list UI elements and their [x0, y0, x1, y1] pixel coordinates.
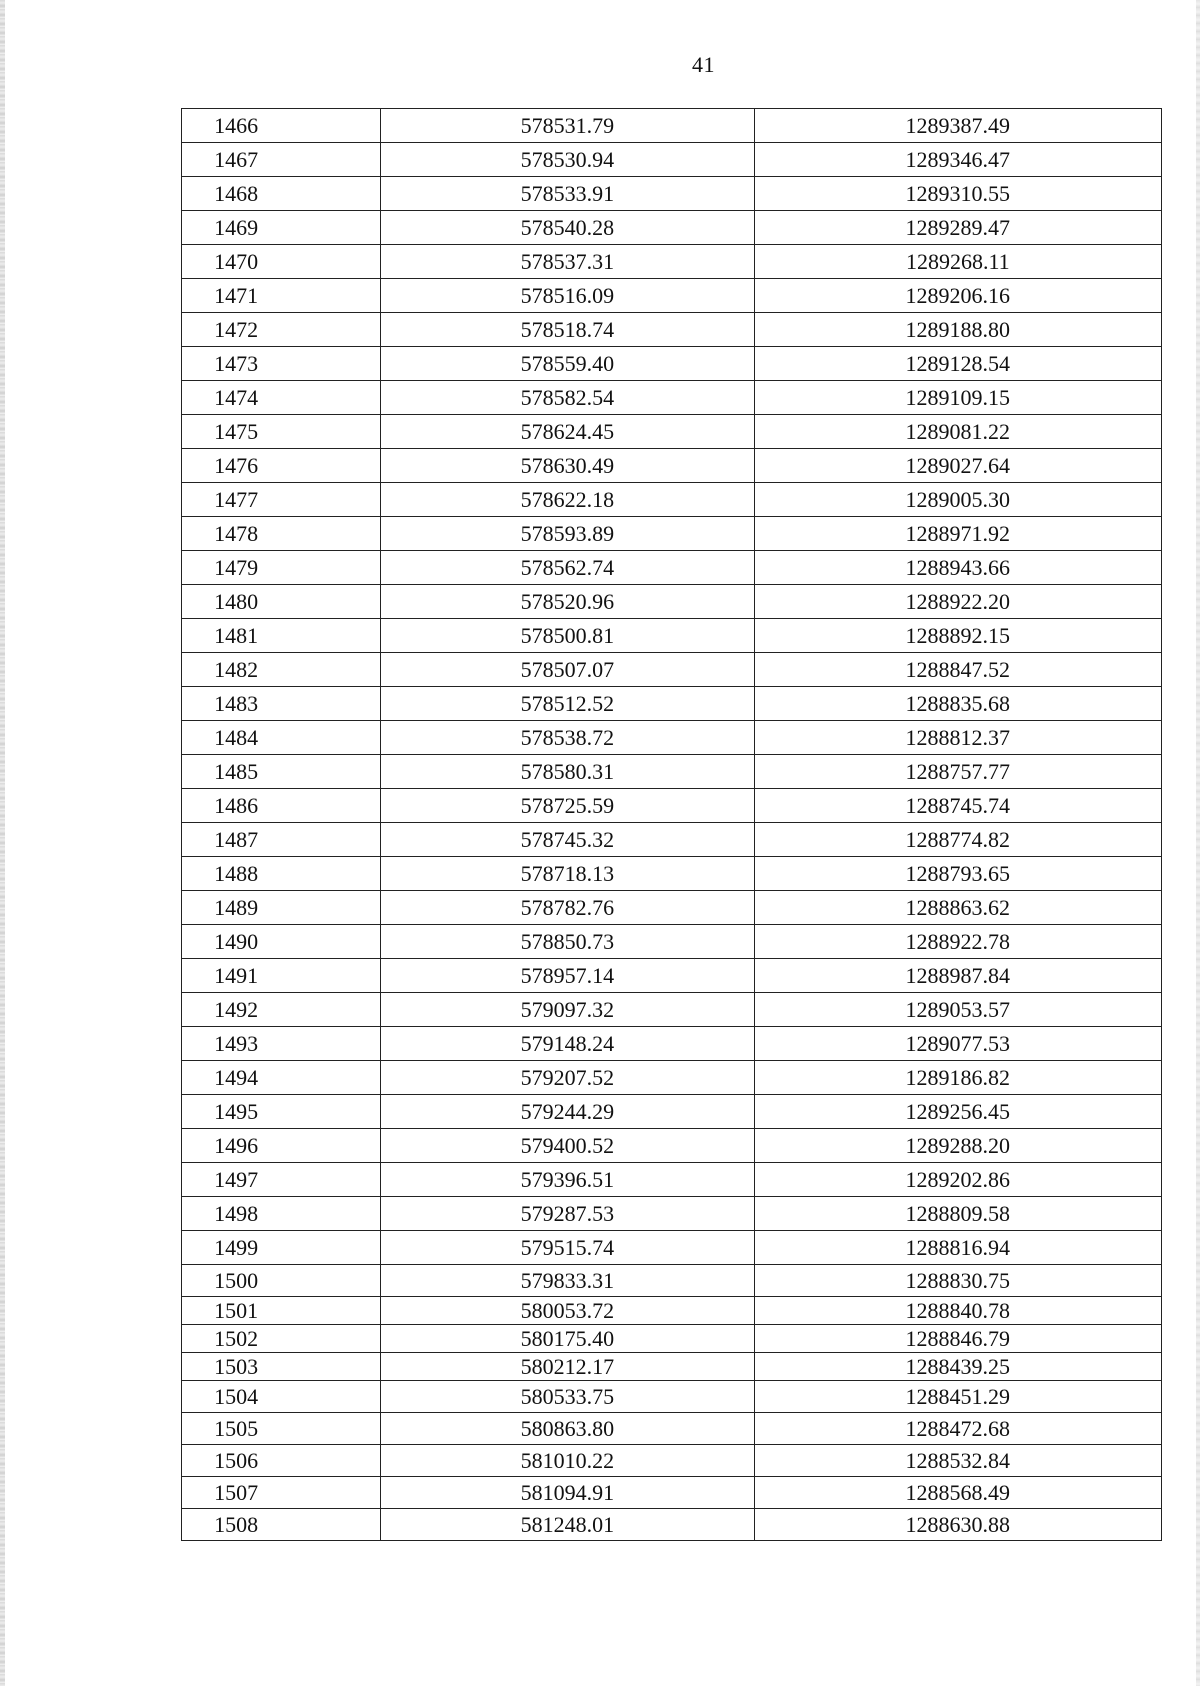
- y-coordinate-cell: 1288451.29: [754, 1381, 1161, 1413]
- table-row: [182, 381, 1162, 415]
- x-coordinate-cell: 579400.52: [381, 1129, 754, 1163]
- x-coordinate-cell: 578580.31: [381, 755, 754, 789]
- page-number: 41: [692, 52, 715, 77]
- point-id-cell: 1470: [182, 245, 381, 279]
- table-row: [182, 1477, 1162, 1509]
- x-coordinate-cell: 580533.75: [381, 1381, 754, 1413]
- y-coordinate-cell: 1289005.30: [754, 483, 1161, 517]
- y-coordinate-cell: 1288816.94: [754, 1231, 1161, 1265]
- point-id-cell: 1486: [182, 789, 381, 823]
- y-coordinate-cell: 1289202.86: [754, 1163, 1161, 1197]
- x-coordinate-cell: 578520.96: [381, 585, 754, 619]
- x-coordinate-cell: 579396.51: [381, 1163, 754, 1197]
- table-row: [182, 721, 1162, 755]
- y-coordinate-cell: 1289256.45: [754, 1095, 1161, 1129]
- point-id-cell: 1502: [182, 1325, 381, 1353]
- x-coordinate-cell: 578630.49: [381, 449, 754, 483]
- point-id-cell: 1507: [182, 1477, 381, 1509]
- x-coordinate-cell: 578562.74: [381, 551, 754, 585]
- x-coordinate-cell: 578507.07: [381, 653, 754, 687]
- scan-edge-right: [1196, 0, 1200, 1686]
- x-coordinate-cell: 578533.91: [381, 177, 754, 211]
- point-id-cell: 1476: [182, 449, 381, 483]
- table-row: [182, 551, 1162, 585]
- x-coordinate-cell: 580175.40: [381, 1325, 754, 1353]
- table-row: [182, 415, 1162, 449]
- point-id-cell: 1483: [182, 687, 381, 721]
- table-row: [182, 211, 1162, 245]
- point-id-cell: 1469: [182, 211, 381, 245]
- point-id-cell: 1503: [182, 1353, 381, 1381]
- y-coordinate-cell: 1289346.47: [754, 143, 1161, 177]
- y-coordinate-cell: 1288809.58: [754, 1197, 1161, 1231]
- table-row: [182, 1353, 1162, 1381]
- x-coordinate-cell: 578782.76: [381, 891, 754, 925]
- point-id-cell: 1466: [182, 109, 381, 143]
- x-coordinate-cell: 579097.32: [381, 993, 754, 1027]
- table-row: [182, 109, 1162, 143]
- y-coordinate-cell: 1289053.57: [754, 993, 1161, 1027]
- x-coordinate-cell: 580863.80: [381, 1413, 754, 1445]
- x-coordinate-cell: 581094.91: [381, 1477, 754, 1509]
- x-coordinate-cell: 578718.13: [381, 857, 754, 891]
- table-row: [182, 1163, 1162, 1197]
- point-id-cell: 1489: [182, 891, 381, 925]
- point-id-cell: 1487: [182, 823, 381, 857]
- y-coordinate-cell: 1288757.77: [754, 755, 1161, 789]
- point-id-cell: 1482: [182, 653, 381, 687]
- y-coordinate-cell: 1288793.65: [754, 857, 1161, 891]
- y-coordinate-cell: 1289027.64: [754, 449, 1161, 483]
- table-row: [182, 245, 1162, 279]
- table-row: [182, 1381, 1162, 1413]
- table-row: [182, 1509, 1162, 1541]
- y-coordinate-cell: 1288532.84: [754, 1445, 1161, 1477]
- point-id-cell: 1499: [182, 1231, 381, 1265]
- y-coordinate-cell: 1289186.82: [754, 1061, 1161, 1095]
- point-id-cell: 1495: [182, 1095, 381, 1129]
- x-coordinate-cell: 578540.28: [381, 211, 754, 245]
- table-row: [182, 1095, 1162, 1129]
- table-row: [182, 143, 1162, 177]
- y-coordinate-cell: 1288830.75: [754, 1265, 1161, 1297]
- y-coordinate-cell: 1288840.78: [754, 1297, 1161, 1325]
- point-id-cell: 1468: [182, 177, 381, 211]
- point-id-cell: 1498: [182, 1197, 381, 1231]
- point-id-cell: 1505: [182, 1413, 381, 1445]
- point-id-cell: 1478: [182, 517, 381, 551]
- x-coordinate-cell: 578516.09: [381, 279, 754, 313]
- y-coordinate-cell: 1288774.82: [754, 823, 1161, 857]
- y-coordinate-cell: 1288971.92: [754, 517, 1161, 551]
- table-row: [182, 925, 1162, 959]
- point-id-cell: 1490: [182, 925, 381, 959]
- point-id-cell: 1488: [182, 857, 381, 891]
- x-coordinate-cell: 578850.73: [381, 925, 754, 959]
- point-id-cell: 1472: [182, 313, 381, 347]
- point-id-cell: 1481: [182, 619, 381, 653]
- table-row: [182, 755, 1162, 789]
- y-coordinate-cell: 1288943.66: [754, 551, 1161, 585]
- y-coordinate-cell: 1288472.68: [754, 1413, 1161, 1445]
- table-row: [182, 1231, 1162, 1265]
- point-id-cell: 1485: [182, 755, 381, 789]
- x-coordinate-cell: 578957.14: [381, 959, 754, 993]
- point-id-cell: 1474: [182, 381, 381, 415]
- x-coordinate-cell: 578512.52: [381, 687, 754, 721]
- x-coordinate-cell: 578745.32: [381, 823, 754, 857]
- point-id-cell: 1484: [182, 721, 381, 755]
- y-coordinate-cell: 1288812.37: [754, 721, 1161, 755]
- point-id-cell: 1492: [182, 993, 381, 1027]
- y-coordinate-cell: 1288847.52: [754, 653, 1161, 687]
- x-coordinate-cell: 578559.40: [381, 347, 754, 381]
- point-id-cell: 1475: [182, 415, 381, 449]
- point-id-cell: 1500: [182, 1265, 381, 1297]
- point-id-cell: 1473: [182, 347, 381, 381]
- x-coordinate-cell: 579207.52: [381, 1061, 754, 1095]
- y-coordinate-cell: 1289128.54: [754, 347, 1161, 381]
- table-row: [182, 449, 1162, 483]
- point-id-cell: 1508: [182, 1509, 381, 1541]
- y-coordinate-cell: 1288922.78: [754, 925, 1161, 959]
- table-row: [182, 517, 1162, 551]
- table-row: [182, 1413, 1162, 1445]
- point-id-cell: 1506: [182, 1445, 381, 1477]
- x-coordinate-cell: 581010.22: [381, 1445, 754, 1477]
- y-coordinate-cell: 1289109.15: [754, 381, 1161, 415]
- table-row: [182, 993, 1162, 1027]
- y-coordinate-cell: 1289268.11: [754, 245, 1161, 279]
- x-coordinate-cell: 580212.17: [381, 1353, 754, 1381]
- x-coordinate-cell: 578518.74: [381, 313, 754, 347]
- y-coordinate-cell: 1288863.62: [754, 891, 1161, 925]
- point-id-cell: 1497: [182, 1163, 381, 1197]
- table-row: [182, 313, 1162, 347]
- x-coordinate-cell: 578593.89: [381, 517, 754, 551]
- table-row: [182, 891, 1162, 925]
- point-id-cell: 1477: [182, 483, 381, 517]
- y-coordinate-cell: 1288745.74: [754, 789, 1161, 823]
- point-id-cell: 1491: [182, 959, 381, 993]
- table-row: [182, 347, 1162, 381]
- table-row: [182, 1297, 1162, 1325]
- table-row: [182, 619, 1162, 653]
- table-row: [182, 1197, 1162, 1231]
- point-id-cell: 1493: [182, 1027, 381, 1061]
- point-id-cell: 1504: [182, 1381, 381, 1413]
- table-row: [182, 585, 1162, 619]
- x-coordinate-cell: 579515.74: [381, 1231, 754, 1265]
- table-row: [182, 279, 1162, 313]
- point-id-cell: 1496: [182, 1129, 381, 1163]
- point-id-cell: 1467: [182, 143, 381, 177]
- y-coordinate-cell: 1288630.88: [754, 1509, 1161, 1541]
- y-coordinate-cell: 1289206.16: [754, 279, 1161, 313]
- point-id-cell: 1480: [182, 585, 381, 619]
- y-coordinate-cell: 1288922.20: [754, 585, 1161, 619]
- table-row: [182, 653, 1162, 687]
- y-coordinate-cell: 1288835.68: [754, 687, 1161, 721]
- table-row: [182, 1027, 1162, 1061]
- table-row: [182, 1445, 1162, 1477]
- coordinate-table: [181, 108, 1162, 1541]
- table-row: [182, 1265, 1162, 1297]
- table-row: [182, 959, 1162, 993]
- y-coordinate-cell: 1288846.79: [754, 1325, 1161, 1353]
- y-coordinate-cell: 1289288.20: [754, 1129, 1161, 1163]
- point-id-cell: 1479: [182, 551, 381, 585]
- table-row: [182, 1061, 1162, 1095]
- y-coordinate-cell: 1289310.55: [754, 177, 1161, 211]
- table-row: [182, 1325, 1162, 1353]
- table-row: [182, 687, 1162, 721]
- y-coordinate-cell: 1288439.25: [754, 1353, 1161, 1381]
- y-coordinate-cell: 1288892.15: [754, 619, 1161, 653]
- table-row: [182, 483, 1162, 517]
- table-row: [182, 789, 1162, 823]
- x-coordinate-cell: 579287.53: [381, 1197, 754, 1231]
- table-row: [182, 177, 1162, 211]
- table-row: [182, 823, 1162, 857]
- y-coordinate-cell: 1288987.84: [754, 959, 1161, 993]
- x-coordinate-cell: 578725.59: [381, 789, 754, 823]
- y-coordinate-cell: 1288568.49: [754, 1477, 1161, 1509]
- point-id-cell: 1471: [182, 279, 381, 313]
- x-coordinate-cell: 578538.72: [381, 721, 754, 755]
- x-coordinate-cell: 578537.31: [381, 245, 754, 279]
- x-coordinate-cell: 579244.29: [381, 1095, 754, 1129]
- x-coordinate-cell: 579833.31: [381, 1265, 754, 1297]
- scan-edge-left: [0, 0, 5, 1686]
- x-coordinate-cell: 578582.54: [381, 381, 754, 415]
- x-coordinate-cell: 578622.18: [381, 483, 754, 517]
- table-row: [182, 1129, 1162, 1163]
- y-coordinate-cell: 1289081.22: [754, 415, 1161, 449]
- x-coordinate-cell: 579148.24: [381, 1027, 754, 1061]
- x-coordinate-cell: 580053.72: [381, 1297, 754, 1325]
- y-coordinate-cell: 1289188.80: [754, 313, 1161, 347]
- x-coordinate-cell: 578624.45: [381, 415, 754, 449]
- y-coordinate-cell: 1289077.53: [754, 1027, 1161, 1061]
- point-id-cell: 1494: [182, 1061, 381, 1095]
- coordinate-table-body: [182, 109, 1162, 1541]
- y-coordinate-cell: 1289387.49: [754, 109, 1161, 143]
- table-row: [182, 857, 1162, 891]
- y-coordinate-cell: 1289289.47: [754, 211, 1161, 245]
- x-coordinate-cell: 578530.94: [381, 143, 754, 177]
- point-id-cell: 1501: [182, 1297, 381, 1325]
- x-coordinate-cell: 581248.01: [381, 1509, 754, 1541]
- x-coordinate-cell: 578531.79: [381, 109, 754, 143]
- x-coordinate-cell: 578500.81: [381, 619, 754, 653]
